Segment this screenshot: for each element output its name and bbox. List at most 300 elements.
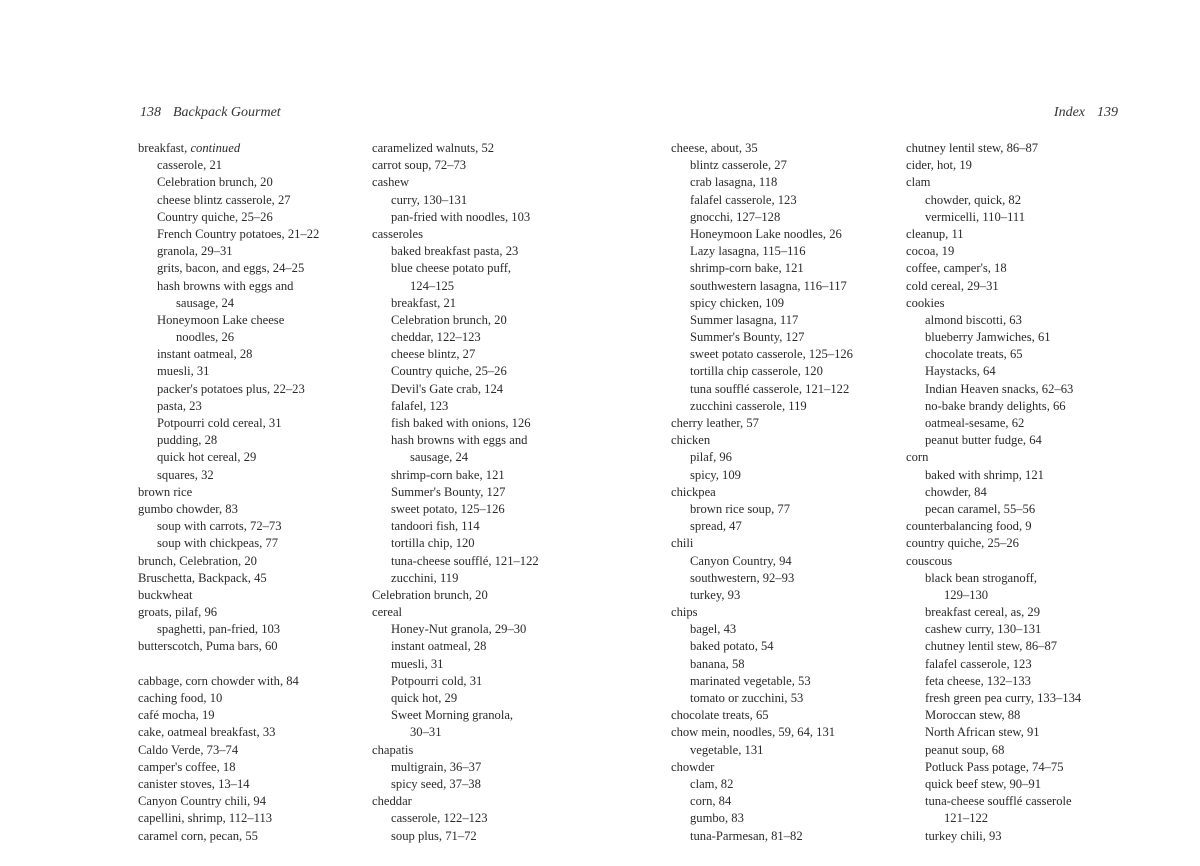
index-entry (372, 140, 539, 157)
index-entry (138, 312, 319, 329)
index-entry (372, 690, 539, 707)
index-entry (372, 398, 539, 415)
index-entry-text: gnocchi, 127–128 (690, 209, 781, 224)
index-entry (138, 673, 319, 690)
index-entry-text: Lazy lasagna, 115–116 (690, 244, 806, 259)
index-entry (138, 518, 319, 535)
index-entry-text: packer's potatoes plus, 22–23 (157, 381, 305, 396)
index-entry (671, 346, 853, 363)
index-entry (906, 518, 1081, 535)
index-entry-text: pudding, 28 (157, 433, 218, 448)
index-entry (671, 174, 853, 191)
index-entry (906, 449, 1081, 466)
index-entry-text: cleanup, 11 (906, 226, 964, 241)
index-entry (138, 776, 319, 793)
index-entry (906, 759, 1081, 776)
index-entry (372, 157, 539, 174)
index-entry-text: gumbo, 83 (690, 811, 744, 826)
index-entry (138, 724, 319, 741)
index-entry-text: sausage, 24 (176, 295, 235, 310)
index-entry-text: chapatis (372, 742, 414, 757)
index-entry-text: southwestern lasagna, 116–117 (690, 278, 847, 293)
index-entry (138, 226, 319, 243)
index-entry-text: chowder, 84 (925, 484, 987, 499)
index-entry (372, 449, 539, 466)
index-entry (671, 192, 853, 209)
index-entry (138, 484, 319, 501)
index-entry-text: blintz casserole, 27 (690, 158, 787, 173)
index-entry (906, 656, 1081, 673)
index-entry (372, 518, 539, 535)
index-entry-text: quick hot, 29 (391, 691, 458, 705)
index-entry-text: baked breakfast pasta, 23 (391, 244, 519, 259)
index-entry (138, 398, 319, 415)
index-entry-text: pasta, 23 (157, 398, 202, 413)
index-entry (671, 432, 853, 449)
index-entry-text: spicy chicken, 109 (690, 295, 785, 310)
running-head-right (1054, 105, 1118, 121)
index-entry-text: caramel corn, pecan, 55 (138, 828, 258, 843)
index-column-2 (372, 140, 539, 845)
index-entry-text: tortilla chip casserole, 120 (690, 364, 823, 379)
index-entry-text: Sweet Morning granola, (391, 708, 514, 723)
index-entry-text: hash browns with eggs and (157, 278, 294, 293)
index-entry-text: corn (906, 450, 929, 465)
index-entry-text: chickpea (671, 484, 716, 499)
index-entry (906, 467, 1081, 484)
index-entry (372, 226, 539, 243)
index-entry-text: casseroles (372, 226, 424, 241)
index-entry (372, 570, 539, 587)
index-entry (138, 621, 319, 638)
index-entry-text: baked potato, 54 (690, 639, 774, 654)
index-entry-text: camper's coffee, 18 (138, 759, 236, 774)
index-entry (906, 604, 1081, 621)
index-entry (906, 535, 1081, 552)
index-entry (372, 793, 539, 810)
index-column-3 (671, 140, 853, 845)
index-entry-text: Canyon Country chili, 94 (138, 794, 267, 809)
index-entry (906, 484, 1081, 501)
index-entry-text: cheddar (372, 794, 412, 809)
index-entry (138, 587, 319, 604)
index-entry-text: groats, pilaf, 96 (138, 605, 218, 620)
index-entry-text: Haystacks, 64 (925, 364, 996, 379)
index-entry (138, 381, 319, 398)
index-entry-text: Moroccan stew, 88 (925, 708, 1021, 723)
index-entry (372, 278, 539, 295)
index-entry (906, 243, 1081, 260)
index-entry-text: soup with chickpeas, 77 (157, 536, 279, 551)
index-entry-text: chutney lentil stew, 86–87 (925, 639, 1058, 654)
index-entry-text: blue cheese potato puff, (391, 261, 512, 276)
index-entry (671, 707, 853, 724)
index-entry (906, 415, 1081, 432)
index-entry-text: Potluck Pass potage, 74–75 (925, 759, 1064, 774)
index-entry-text: oatmeal-sesame, 62 (925, 416, 1025, 430)
index-entry (372, 673, 539, 690)
index-entry-text: cheese blintz, 27 (391, 347, 476, 362)
index-column-1 (138, 140, 319, 845)
index-entry-text: shrimp-corn bake, 121 (391, 467, 505, 482)
index-entry (671, 295, 853, 312)
index-entry (906, 776, 1081, 793)
index-entry (138, 363, 319, 380)
index-entry-text: soup with carrots, 72–73 (157, 519, 282, 534)
index-entry-text: banana, 58 (690, 656, 745, 671)
index-entry (138, 535, 319, 552)
index-entry-text: Honeymoon Lake cheese (157, 312, 285, 327)
index-entry-text: chili (671, 536, 694, 551)
index-entry-text: gumbo chowder, 83 (138, 501, 238, 516)
index-entry (138, 209, 319, 226)
index-entry (138, 742, 319, 759)
index-entry-text: cashew (372, 175, 410, 190)
index-entry (906, 157, 1081, 174)
index-entry (906, 432, 1081, 449)
index-entry (372, 329, 539, 346)
index-entry-text: cocoa, 19 (906, 244, 955, 259)
index-entry (138, 759, 319, 776)
index-entry (671, 724, 853, 741)
index-entry-text: 129–130 (944, 587, 989, 602)
index-entry-text: Bruschetta, Backpack, 45 (138, 570, 267, 585)
index-entry (906, 363, 1081, 380)
index-entry-text: crab lasagna, 118 (690, 175, 778, 190)
index-entry (372, 776, 539, 793)
index-entry-text: turkey chili, 93 (925, 828, 1002, 843)
index-entry (671, 243, 853, 260)
index-entry-text: caching food, 10 (138, 691, 223, 705)
index-entry (906, 724, 1081, 741)
index-entry-text: Potpourri cold cereal, 31 (157, 416, 282, 430)
index-entry-text: 124–125 (410, 278, 455, 293)
index-entry-text: chocolate treats, 65 (671, 708, 769, 723)
index-entry (906, 329, 1081, 346)
index-entry-text: tortilla chip, 120 (391, 536, 475, 551)
index-entry (138, 140, 319, 157)
index-entry (906, 381, 1081, 398)
index-entry (138, 174, 319, 191)
index-entry (372, 724, 539, 741)
index-entry-text: breakfast cereal, as, 29 (925, 605, 1041, 620)
right-page (600, 0, 1200, 866)
index-entry-text: Celebration brunch, 20 (391, 312, 507, 327)
index-entry-text: Honeymoon Lake noodles, 26 (690, 226, 842, 241)
index-entry (671, 449, 853, 466)
page-number-left: 138 (140, 105, 161, 120)
index-entry-text: tomato or zucchini, 53 (690, 691, 804, 705)
index-entry-text: baked with shrimp, 121 (925, 467, 1044, 482)
index-entry (372, 553, 539, 570)
index-entry-text: breakfast, (138, 141, 191, 155)
index-entry (372, 192, 539, 209)
index-entry (372, 810, 539, 827)
index-entry (372, 312, 539, 329)
index-entry-text: couscous (906, 553, 953, 568)
index-entry (372, 363, 539, 380)
index-entry (671, 535, 853, 552)
index-entry (138, 501, 319, 518)
index-entry (906, 707, 1081, 724)
index-entry-text: clam, 82 (690, 776, 734, 791)
index-entry (906, 209, 1081, 226)
index-entry-text: tuna soufflé casserole, 121–122 (690, 381, 850, 396)
index-entry (138, 329, 319, 346)
index-entry (671, 398, 853, 415)
index-entry (906, 690, 1081, 707)
index-entry-text: buckwheat (138, 587, 193, 602)
index-entry (138, 260, 319, 277)
index-entry (372, 484, 539, 501)
index-entry-text: brown rice soup, 77 (690, 501, 791, 516)
index-entry (138, 793, 319, 810)
index-entry (671, 381, 853, 398)
index-entry-text: breakfast, 21 (391, 295, 457, 310)
index-entry (372, 828, 539, 845)
index-entry (671, 828, 853, 845)
index-entry (906, 174, 1081, 191)
index-entry-text: brunch, Celebration, 20 (138, 553, 257, 568)
index-entry-text: black bean stroganoff, (925, 570, 1038, 585)
index-entry-text: spaghetti, pan-fried, 103 (157, 622, 281, 637)
index-entry-text: quick hot cereal, 29 (157, 450, 257, 465)
index-entry (671, 621, 853, 638)
index-entry-text: shrimp-corn bake, 121 (690, 261, 804, 276)
index-entry (372, 209, 539, 226)
index-entry-text: Celebration brunch, 20 (372, 587, 488, 602)
index-entry (906, 278, 1081, 295)
index-entry (671, 570, 853, 587)
index-entry (671, 656, 853, 673)
index-entry (138, 828, 319, 845)
index-entry-text: bagel, 43 (690, 622, 737, 637)
index-entry-text: chow mein, noodles, 59, 64, 131 (671, 725, 836, 740)
page-number-right: 139 (1097, 105, 1118, 120)
index-entry-text: turkey, 93 (690, 587, 741, 602)
index-entry (671, 673, 853, 690)
index-entry (906, 226, 1081, 243)
index-entry (671, 312, 853, 329)
index-entry-text: soup plus, 71–72 (391, 828, 477, 843)
index-entry-text: hash browns with eggs and (391, 433, 528, 448)
index-entry (671, 690, 853, 707)
index-entry-text: butterscotch, Puma bars, 60 (138, 639, 278, 654)
index-entry-text: spread, 47 (690, 519, 742, 534)
index-entry-text: cashew curry, 130–131 (925, 622, 1042, 637)
index-entry (372, 432, 539, 449)
index-entry-text: corn, 84 (690, 794, 732, 809)
index-entry-text: casserole, 21 (157, 158, 223, 173)
index-entry-text: Canyon Country, 94 (690, 553, 792, 568)
index-entry (138, 432, 319, 449)
index-entry (372, 501, 539, 518)
index-entry-italic-text: continued (190, 141, 241, 155)
index-entry (372, 604, 539, 621)
index-entry-text: clam (906, 175, 931, 190)
index-entry-text: chocolate treats, 65 (925, 347, 1023, 362)
index-entry (671, 604, 853, 621)
index-entry-text: counterbalancing food, 9 (906, 519, 1032, 534)
index-entry (372, 535, 539, 552)
index-entry (138, 192, 319, 209)
index-entry-text: muesli, 31 (391, 656, 444, 671)
index-entry-text: Honey-Nut granola, 29–30 (391, 622, 527, 637)
index-entry-text: sausage, 24 (410, 450, 469, 465)
index-entry (138, 278, 319, 295)
index-entry (906, 295, 1081, 312)
index-entry (906, 621, 1081, 638)
index-entry (372, 656, 539, 673)
index-entry-text: carrot soup, 72–73 (372, 158, 467, 173)
index-entry (372, 381, 539, 398)
index-entry (138, 638, 319, 655)
index-entry-text: cabbage, corn chowder with, 84 (138, 673, 299, 688)
index-spacer (138, 656, 319, 673)
index-entry-text: country quiche, 25–26 (906, 536, 1019, 551)
index-entry-text: cake, oatmeal breakfast, 33 (138, 725, 276, 740)
index-entry (138, 157, 319, 174)
index-entry (372, 707, 539, 724)
index-entry-text: peanut soup, 68 (925, 742, 1005, 757)
index-entry (906, 312, 1081, 329)
index-entry-text: tuna-Parmesan, 81–82 (690, 828, 803, 843)
index-entry (671, 742, 853, 759)
index-entry-text: southwestern, 92–93 (690, 570, 795, 585)
index-entry-text: quick beef stew, 90–91 (925, 776, 1041, 791)
index-entry (671, 226, 853, 243)
index-entry (138, 415, 319, 432)
index-entry (671, 759, 853, 776)
index-entry (906, 570, 1081, 587)
running-head-left (140, 105, 281, 121)
index-entry-text: spicy seed, 37–38 (391, 776, 481, 791)
index-entry-text: Celebration brunch, 20 (157, 175, 273, 190)
index-entry-text: multigrain, 36–37 (391, 759, 482, 774)
index-entry-text: spicy, 109 (690, 467, 741, 482)
index-entry (372, 759, 539, 776)
index-entry (671, 140, 853, 157)
index-entry-text: falafel casserole, 123 (925, 656, 1032, 671)
index-entry-text: Devil's Gate crab, 124 (391, 381, 504, 396)
index-entry-text: chowder (671, 759, 715, 774)
index-entry (138, 810, 319, 827)
index-entry-text: 121–122 (944, 811, 989, 826)
index-entry-text: instant oatmeal, 28 (391, 639, 487, 654)
index-entry (372, 467, 539, 484)
index-entry-text: Summer's Bounty, 127 (690, 330, 805, 345)
index-entry-text: falafel, 123 (391, 398, 449, 413)
index-entry (671, 587, 853, 604)
index-entry (671, 484, 853, 501)
index-entry (906, 553, 1081, 570)
index-entry-text: no-bake brandy delights, 66 (925, 398, 1066, 413)
index-entry (671, 278, 853, 295)
index-entry-text: squares, 32 (157, 467, 214, 482)
index-entry-text: cheese blintz casserole, 27 (157, 192, 291, 207)
index-entry (671, 776, 853, 793)
index-entry (372, 243, 539, 260)
index-entry-text: feta cheese, 132–133 (925, 673, 1031, 688)
index-entry (671, 260, 853, 277)
index-entry-text: Indian Heaven snacks, 62–63 (925, 381, 1074, 396)
index-entry (906, 260, 1081, 277)
index-entry-text: canister stoves, 13–14 (138, 776, 250, 791)
index-entry-text: tuna-cheese soufflé, 121–122 (391, 553, 539, 568)
index-entry-text: tandoori fish, 114 (391, 519, 480, 534)
index-entry-text: pilaf, 96 (690, 450, 732, 465)
index-entry-text: falafel casserole, 123 (690, 192, 797, 207)
index-entry-text: cookies (906, 295, 945, 310)
index-entry (671, 793, 853, 810)
index-entry-text: sweet potato, 125–126 (391, 501, 505, 516)
index-entry (671, 209, 853, 226)
index-entry (138, 449, 319, 466)
index-entry (372, 260, 539, 277)
index-entry-text: almond biscotti, 63 (925, 312, 1022, 327)
index-entry-text: fish baked with onions, 126 (391, 416, 531, 430)
index-entry-text: café mocha, 19 (138, 708, 215, 723)
index-entry (372, 295, 539, 312)
index-entry-text: North African stew, 91 (925, 725, 1040, 740)
index-entry-text: Potpourri cold, 31 (391, 673, 483, 688)
index-entry (372, 742, 539, 759)
index-entry (906, 742, 1081, 759)
index-entry-text: Country quiche, 25–26 (391, 364, 507, 379)
index-entry (138, 467, 319, 484)
index-entry (906, 398, 1081, 415)
index-entry-text: pan-fried with noodles, 103 (391, 209, 531, 224)
index-entry (671, 415, 853, 432)
index-entry-text: French Country potatoes, 21–22 (157, 226, 320, 241)
index-entry (138, 604, 319, 621)
index-entry (906, 828, 1081, 845)
index-entry-text: chips (671, 605, 698, 620)
index-entry (138, 690, 319, 707)
index-entry-text: cold cereal, 29–31 (906, 278, 999, 293)
index-entry-text: sweet potato casserole, 125–126 (690, 347, 853, 362)
index-entry (906, 793, 1081, 810)
index-entry (671, 501, 853, 518)
index-entry-text: blueberry Jamwiches, 61 (925, 330, 1051, 345)
index-entry (671, 810, 853, 827)
index-entry (671, 363, 853, 380)
index-entry-text: granola, 29–31 (157, 244, 233, 259)
index-entry-text: 30–31 (410, 725, 442, 740)
index-entry (138, 707, 319, 724)
index-entry-text: coffee, camper's, 18 (906, 261, 1007, 276)
index-entry (906, 587, 1081, 604)
index-entry-text: Summer's Bounty, 127 (391, 484, 506, 499)
index-entry (372, 638, 539, 655)
index-entry-text: cheddar, 122–123 (391, 330, 481, 345)
index-entry-text: instant oatmeal, 28 (157, 347, 253, 362)
index-entry-text: Caldo Verde, 73–74 (138, 742, 239, 757)
index-entry-text: noodles, 26 (176, 330, 235, 345)
index-entry-text: zucchini, 119 (391, 570, 459, 585)
index-entry (138, 346, 319, 363)
index-entry (372, 174, 539, 191)
running-title-left: Backpack Gourmet (173, 105, 281, 120)
running-title-right: Index (1053, 105, 1085, 120)
index-entry (138, 553, 319, 570)
index-entry-text: cider, hot, 19 (906, 158, 972, 173)
index-entry (372, 346, 539, 363)
index-entry (906, 140, 1081, 157)
index-entry (671, 518, 853, 535)
index-entry-text: zucchini casserole, 119 (690, 398, 807, 413)
index-entry (138, 570, 319, 587)
